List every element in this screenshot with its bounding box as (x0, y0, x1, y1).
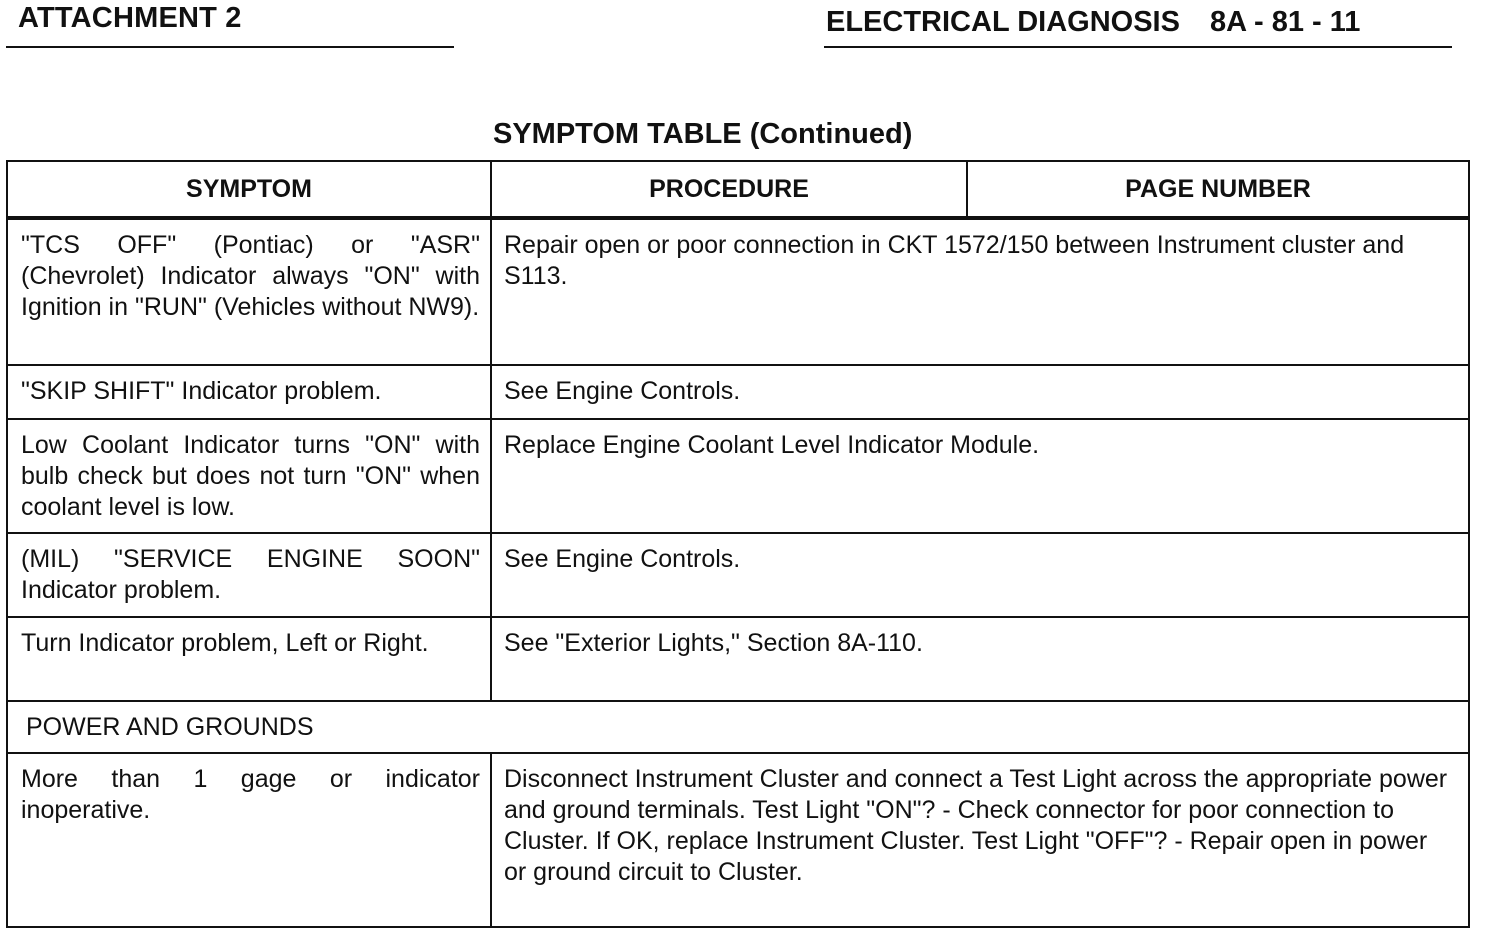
procedure-cell: See Engine Controls. (491, 365, 1469, 419)
table-header-row (7, 161, 1469, 218)
symptom-cell: More than 1 gage or indicator inoperative. (7, 753, 491, 927)
table-row (7, 419, 1469, 533)
table-row (7, 617, 1469, 701)
column-header-procedure: PROCEDURE (491, 161, 967, 218)
page-number: 8A - 81 - 11 (1209, 6, 1361, 38)
table-title: SYMPTOM TABLE (Continued) (493, 118, 913, 150)
symptom-cell: Turn Indicator problem, Left or Right. (7, 617, 491, 701)
procedure-cell: Replace Engine Coolant Level Indicator Module. (491, 419, 1469, 533)
table-row (7, 365, 1469, 419)
procedure-cell: Repair open or poor connection in CKT 1572/150 between Instrument cluster and S113. (491, 218, 1469, 365)
procedure-cell: See Engine Controls. (491, 533, 1469, 617)
symptom-cell: "TCS OFF" (Pontiac) or "ASR" (Chevrolet) Indicator always "ON" with Ignition in "RUN" (Vehicles without NW9). (7, 218, 491, 365)
symptom-cell: (MIL) "SERVICE ENGINE SOON" Indicator problem. (7, 533, 491, 617)
symptom-table (6, 160, 1470, 928)
attachment-label: ATTACHMENT 2 (18, 2, 242, 34)
symptom-cell: "SKIP SHIFT" Indicator problem. (7, 365, 491, 419)
column-header-page-number: PAGE NUMBER (967, 161, 1469, 218)
procedure-cell: Disconnect Instrument Cluster and connect a Test Light across the appropriate power and ground terminals. Test Light "ON"? - Check connector for poor connection to Cluster. If OK, replace Instrument Cluster. Test Light "OFF"? - Repair open in power or ground circuit to Cluster. (491, 753, 1469, 927)
table-row (7, 218, 1469, 365)
section-row (7, 701, 1469, 753)
header-rule-right (824, 46, 1452, 48)
section-title: ELECTRICAL DIAGNOSIS (826, 6, 1180, 38)
header-rule-left (6, 46, 454, 48)
table-row (7, 753, 1469, 927)
table-row (7, 533, 1469, 617)
symptom-cell: Low Coolant Indicator turns "ON" with bulb check but does not turn "ON" when coolant level is low. (7, 419, 491, 533)
procedure-cell: See "Exterior Lights," Section 8A-110. (491, 617, 1469, 701)
column-header-symptom: SYMPTOM (7, 161, 491, 218)
section-heading-power-and-grounds: POWER AND GROUNDS (7, 701, 1469, 753)
page-header (826, 6, 1360, 39)
